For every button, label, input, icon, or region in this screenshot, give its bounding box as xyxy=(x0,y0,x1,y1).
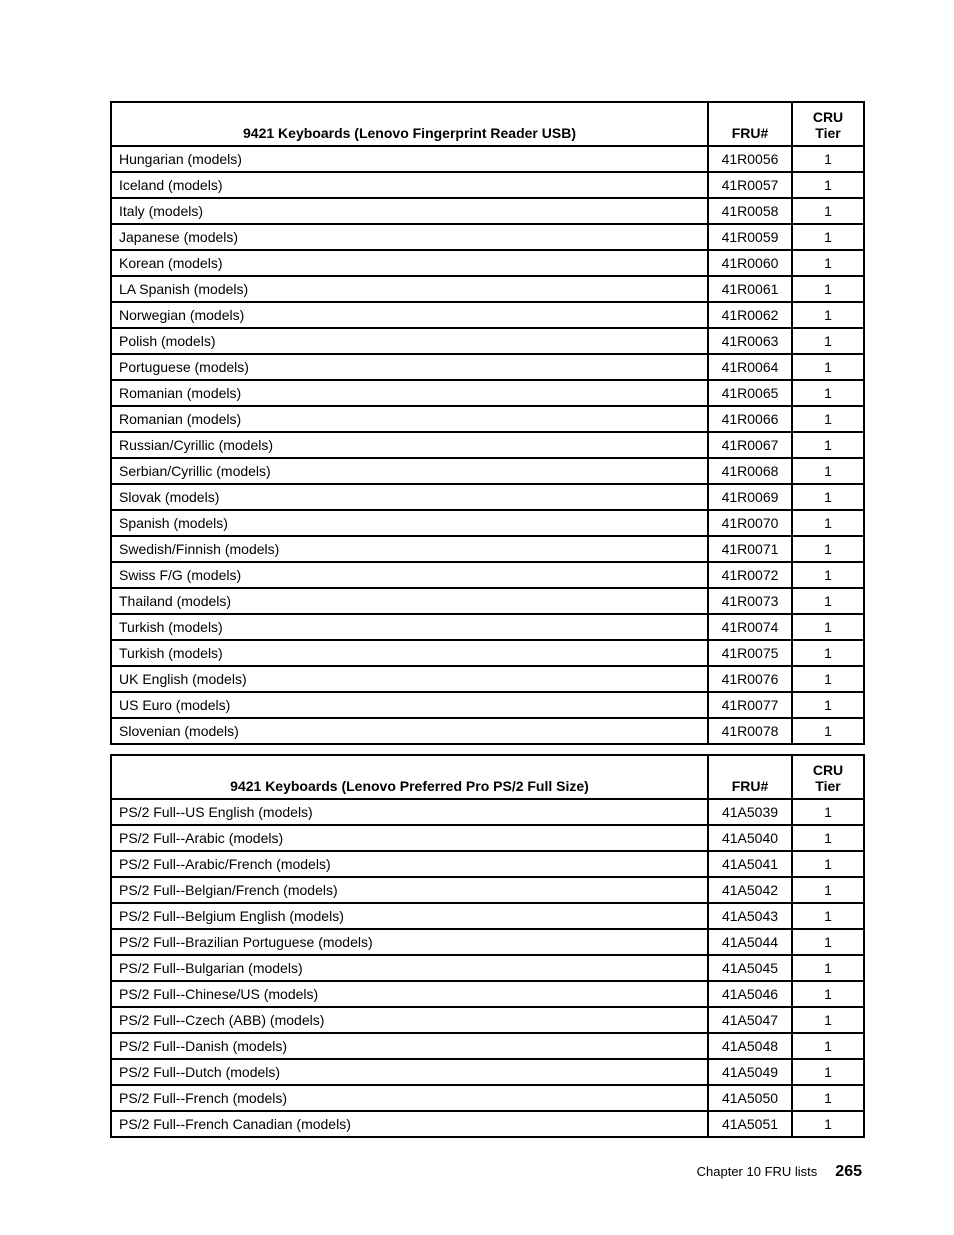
fru-number-cell: 41R0078 xyxy=(708,718,792,744)
chapter-label: Chapter 10 FRU lists xyxy=(696,1164,818,1179)
cru-tier-cell: 1 xyxy=(792,1085,864,1111)
fru-number-cell: 41R0070 xyxy=(708,510,792,536)
table-body xyxy=(111,146,864,744)
cru-tier-cell: 1 xyxy=(792,198,864,224)
table-row xyxy=(111,328,864,354)
part-description-cell: Romanian (models) xyxy=(111,380,708,406)
fru-table-preferred-pro-ps2 xyxy=(110,754,865,1138)
fru-number-cell: 41R0066 xyxy=(708,406,792,432)
part-description-cell: Romanian (models) xyxy=(111,406,708,432)
part-description-cell: Korean (models) xyxy=(111,250,708,276)
part-description-cell: Thailand (models) xyxy=(111,588,708,614)
cru-label: CRU xyxy=(812,109,844,125)
fru-number-cell: 41R0077 xyxy=(708,692,792,718)
fru-number-cell: 41A5051 xyxy=(708,1111,792,1137)
part-description-cell: Slovenian (models) xyxy=(111,718,708,744)
part-description-cell: PS/2 Full--US English (models) xyxy=(111,799,708,825)
table-row xyxy=(111,1059,864,1085)
column-header-cru-tier xyxy=(792,755,864,799)
part-description-cell: Iceland (models) xyxy=(111,172,708,198)
table-row xyxy=(111,981,864,1007)
cru-tier-cell: 1 xyxy=(792,250,864,276)
table-row xyxy=(111,510,864,536)
table-row xyxy=(111,198,864,224)
table-row xyxy=(111,1085,864,1111)
part-description-cell: UK English (models) xyxy=(111,666,708,692)
table-row xyxy=(111,484,864,510)
fru-number-cell: 41R0064 xyxy=(708,354,792,380)
fru-number-cell: 41R0069 xyxy=(708,484,792,510)
fru-number-cell: 41A5047 xyxy=(708,1007,792,1033)
part-description-cell: Turkish (models) xyxy=(111,640,708,666)
cru-tier-cell: 1 xyxy=(792,614,864,640)
cru-tier-cell: 1 xyxy=(792,588,864,614)
part-description-cell: PS/2 Full--Chinese/US (models) xyxy=(111,981,708,1007)
part-description-cell: LA Spanish (models) xyxy=(111,276,708,302)
table-row xyxy=(111,666,864,692)
column-header-description: 9421 Keyboards (Lenovo Fingerprint Reader USB) xyxy=(111,102,708,146)
part-description-cell: Japanese (models) xyxy=(111,224,708,250)
cru-tier-cell: 1 xyxy=(792,276,864,302)
fru-number-cell: 41R0060 xyxy=(708,250,792,276)
cru-tier-cell: 1 xyxy=(792,484,864,510)
table-row xyxy=(111,929,864,955)
part-description-cell: Slovak (models) xyxy=(111,484,708,510)
tier-label: Tier xyxy=(815,125,841,141)
part-description-cell: PS/2 Full--Brazilian Portuguese (models) xyxy=(111,929,708,955)
table-row xyxy=(111,799,864,825)
page-number: 265 xyxy=(835,1163,862,1180)
table-row xyxy=(111,172,864,198)
cru-tier-cell: 1 xyxy=(792,1111,864,1137)
table-row xyxy=(111,250,864,276)
cru-tier-cell: 1 xyxy=(792,380,864,406)
cru-tier-cell: 1 xyxy=(792,799,864,825)
table-row xyxy=(111,692,864,718)
fru-number-cell: 41R0065 xyxy=(708,380,792,406)
cru-tier-cell: 1 xyxy=(792,302,864,328)
part-description-cell: PS/2 Full--French Canadian (models) xyxy=(111,1111,708,1137)
cru-tier-cell: 1 xyxy=(792,929,864,955)
fru-number-cell: 41R0063 xyxy=(708,328,792,354)
cru-tier-cell: 1 xyxy=(792,1033,864,1059)
cru-label: CRU xyxy=(812,762,844,778)
fru-number-cell: 41R0067 xyxy=(708,432,792,458)
column-header-cru-tier xyxy=(792,102,864,146)
table-row xyxy=(111,877,864,903)
fru-number-cell: 41A5045 xyxy=(708,955,792,981)
part-description-cell: PS/2 Full--Belgium English (models) xyxy=(111,903,708,929)
table-row xyxy=(111,276,864,302)
table-row xyxy=(111,588,864,614)
cru-tier-cell: 1 xyxy=(792,536,864,562)
cru-tier-cell: 1 xyxy=(792,562,864,588)
fru-number-cell: 41A5042 xyxy=(708,877,792,903)
cru-tier-cell: 1 xyxy=(792,981,864,1007)
table-row xyxy=(111,640,864,666)
fru-number-cell: 41R0075 xyxy=(708,640,792,666)
cru-tier-cell: 1 xyxy=(792,1059,864,1085)
cru-tier-cell: 1 xyxy=(792,640,864,666)
part-description-cell: Spanish (models) xyxy=(111,510,708,536)
table-body xyxy=(111,799,864,1137)
table-row xyxy=(111,903,864,929)
table-row xyxy=(111,406,864,432)
table-row xyxy=(111,1033,864,1059)
part-description-cell: Hungarian (models) xyxy=(111,146,708,172)
cru-tier-cell: 1 xyxy=(792,510,864,536)
table-row xyxy=(111,718,864,744)
fru-number-cell: 41A5043 xyxy=(708,903,792,929)
cru-tier-cell: 1 xyxy=(792,851,864,877)
cru-tier-cell: 1 xyxy=(792,224,864,250)
cru-tier-cell: 1 xyxy=(792,718,864,744)
table-row xyxy=(111,825,864,851)
part-description-cell: PS/2 Full--Bulgarian (models) xyxy=(111,955,708,981)
part-description-cell: PS/2 Full--Dutch (models) xyxy=(111,1059,708,1085)
cru-tier-cell: 1 xyxy=(792,825,864,851)
table-row xyxy=(111,614,864,640)
fru-number-cell: 41A5048 xyxy=(708,1033,792,1059)
table-row xyxy=(111,380,864,406)
table-row xyxy=(111,146,864,172)
fru-number-cell: 41A5046 xyxy=(708,981,792,1007)
fru-number-cell: 41R0058 xyxy=(708,198,792,224)
part-description-cell: Swiss F/G (models) xyxy=(111,562,708,588)
cru-tier-cell: 1 xyxy=(792,406,864,432)
fru-number-cell: 41A5040 xyxy=(708,825,792,851)
table-row xyxy=(111,851,864,877)
part-description-cell: Portuguese (models) xyxy=(111,354,708,380)
fru-number-cell: 41A5049 xyxy=(708,1059,792,1085)
part-description-cell: PS/2 Full--French (models) xyxy=(111,1085,708,1111)
part-description-cell: PS/2 Full--Arabic (models) xyxy=(111,825,708,851)
part-description-cell: PS/2 Full--Czech (ABB) (models) xyxy=(111,1007,708,1033)
part-description-cell: PS/2 Full--Danish (models) xyxy=(111,1033,708,1059)
fru-number-cell: 41R0074 xyxy=(708,614,792,640)
part-description-cell: PS/2 Full--Belgian/French (models) xyxy=(111,877,708,903)
fru-number-cell: 41R0073 xyxy=(708,588,792,614)
fru-number-cell: 41R0059 xyxy=(708,224,792,250)
part-description-cell: PS/2 Full--Arabic/French (models) xyxy=(111,851,708,877)
cru-tier-cell: 1 xyxy=(792,172,864,198)
cru-tier-cell: 1 xyxy=(792,692,864,718)
table-row xyxy=(111,1111,864,1137)
table-row xyxy=(111,302,864,328)
tier-label: Tier xyxy=(815,778,841,794)
fru-number-cell: 41R0056 xyxy=(708,146,792,172)
fru-number-cell: 41R0068 xyxy=(708,458,792,484)
table-row xyxy=(111,458,864,484)
part-description-cell: Swedish/Finnish (models) xyxy=(111,536,708,562)
fru-table-fingerprint-usb xyxy=(110,101,865,745)
fru-number-cell: 41A5050 xyxy=(708,1085,792,1111)
fru-number-cell: 41A5044 xyxy=(708,929,792,955)
fru-number-cell: 41R0072 xyxy=(708,562,792,588)
cru-tier-cell: 1 xyxy=(792,432,864,458)
cru-tier-cell: 1 xyxy=(792,1007,864,1033)
part-description-cell: Polish (models) xyxy=(111,328,708,354)
table-header-row xyxy=(111,755,864,799)
part-description-cell: Italy (models) xyxy=(111,198,708,224)
part-description-cell: US Euro (models) xyxy=(111,692,708,718)
cru-tier-cell: 1 xyxy=(792,955,864,981)
table-row xyxy=(111,955,864,981)
cru-tier-cell: 1 xyxy=(792,354,864,380)
fru-number-cell: 41R0061 xyxy=(708,276,792,302)
page-footer xyxy=(697,1163,862,1181)
fru-number-cell: 41R0076 xyxy=(708,666,792,692)
cru-tier-cell: 1 xyxy=(792,328,864,354)
column-header-fru: FRU# xyxy=(708,102,792,146)
cru-tier-cell: 1 xyxy=(792,458,864,484)
table-row xyxy=(111,536,864,562)
cru-tier-cell: 1 xyxy=(792,877,864,903)
part-description-cell: Serbian/Cyrillic (models) xyxy=(111,458,708,484)
fru-number-cell: 41R0057 xyxy=(708,172,792,198)
column-header-description: 9421 Keyboards (Lenovo Preferred Pro PS/2 Full Size) xyxy=(111,755,708,799)
part-description-cell: Russian/Cyrillic (models) xyxy=(111,432,708,458)
column-header-fru: FRU# xyxy=(708,755,792,799)
fru-number-cell: 41R0071 xyxy=(708,536,792,562)
table-row xyxy=(111,224,864,250)
table-row xyxy=(111,1007,864,1033)
table-header-row xyxy=(111,102,864,146)
part-description-cell: Turkish (models) xyxy=(111,614,708,640)
fru-number-cell: 41A5041 xyxy=(708,851,792,877)
cru-tier-cell: 1 xyxy=(792,903,864,929)
table-row xyxy=(111,354,864,380)
fru-number-cell: 41A5039 xyxy=(708,799,792,825)
table-row xyxy=(111,562,864,588)
cru-tier-cell: 1 xyxy=(792,146,864,172)
fru-number-cell: 41R0062 xyxy=(708,302,792,328)
cru-tier-cell: 1 xyxy=(792,666,864,692)
part-description-cell: Norwegian (models) xyxy=(111,302,708,328)
table-row xyxy=(111,432,864,458)
